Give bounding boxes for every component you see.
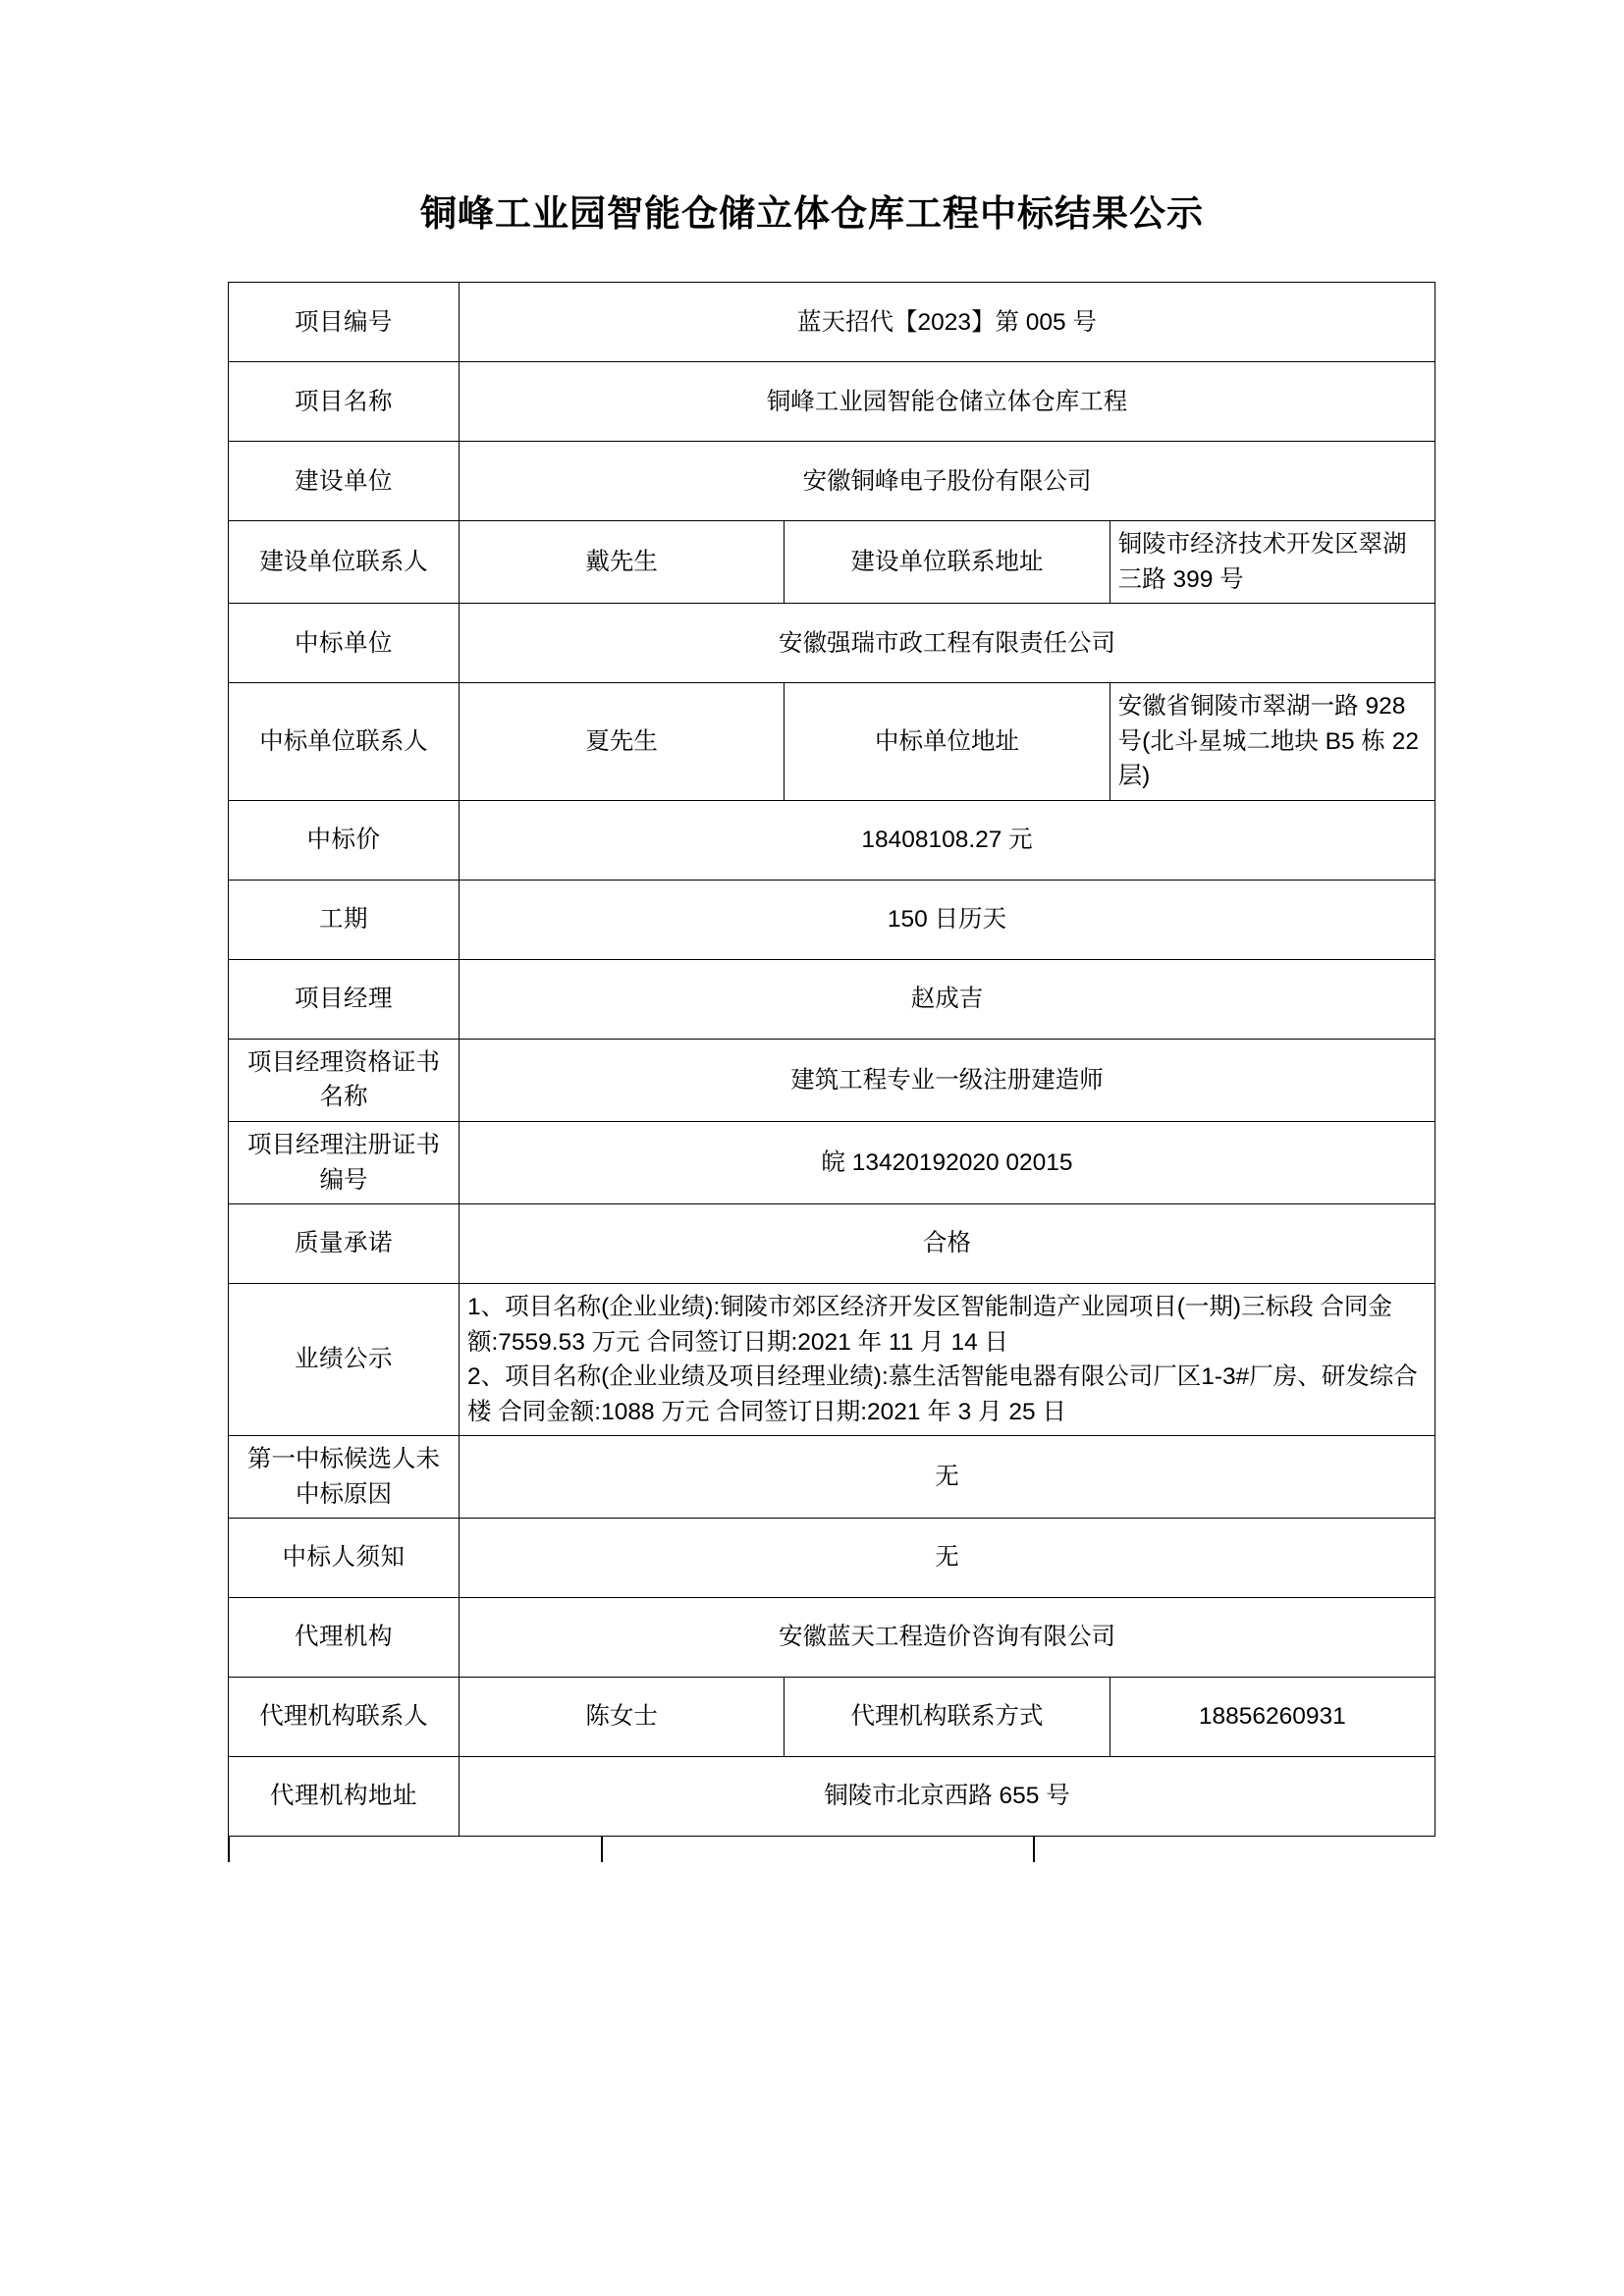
table-border-tick-mid (601, 1837, 603, 1862)
performance-line-1: 1、项目名称(企业业绩):铜陵市郊区经济开发区智能制造产业园项目(一期)三标段 合同金额:7559.53 万元 合同签订日期:2021 年 11 月 14 日 (467, 1294, 1392, 1356)
row-label-construction-contact: 建设单位联系人 (229, 521, 460, 604)
table-row (229, 683, 1435, 801)
table-bottom-continuation (228, 1837, 1435, 1864)
row-value-agency-phone: 18856260931 (1110, 1678, 1435, 1757)
row-value-first-candidate-reason: 无 (460, 1436, 1435, 1519)
table-row (229, 1204, 1435, 1284)
row-label-agency-address: 代理机构地址 (229, 1757, 460, 1837)
row-value-manager-cert-number: 皖 13420192020 02015 (460, 1122, 1435, 1204)
table-row (229, 1039, 1435, 1121)
row-value-construction-contact: 戴先生 (460, 521, 785, 604)
row-label-performance: 业绩公示 (229, 1284, 460, 1436)
table-row (229, 604, 1435, 683)
row-label-project-name: 项目名称 (229, 362, 460, 442)
table-row (229, 880, 1435, 959)
row-value-construction-address: 铜陵市经济技术开发区翠湖三路 399 号 (1110, 521, 1435, 604)
row-value-performance (460, 1284, 1435, 1436)
table-row (229, 521, 1435, 604)
table-row (229, 1284, 1435, 1436)
row-label-duration: 工期 (229, 880, 460, 959)
row-value-agency-address: 铜陵市北京西路 655 号 (460, 1757, 1435, 1837)
row-value-winning-address: 安徽省铜陵市翠湖一路 928 号(北斗星城二地块 B5 栋 22 层) (1110, 683, 1435, 801)
announcement-table-container (208, 236, 1419, 1837)
table-row (229, 1122, 1435, 1204)
row-label-agency-contact: 代理机构联系人 (229, 1678, 460, 1757)
table-row (229, 283, 1435, 362)
row-label-agency-phone: 代理机构联系方式 (785, 1678, 1110, 1757)
row-value-agency: 安徽蓝天工程造价咨询有限公司 (460, 1598, 1435, 1678)
row-label-bidder-notice: 中标人须知 (229, 1519, 460, 1598)
row-label-agency: 代理机构 (229, 1598, 460, 1678)
row-value-quality-commitment: 合格 (460, 1204, 1435, 1284)
row-label-construction-address: 建设单位联系地址 (785, 521, 1110, 604)
table-row (229, 1519, 1435, 1598)
row-value-duration: 150 日历天 (460, 880, 1435, 959)
row-value-winning-price: 18408108.27 元 (460, 800, 1435, 880)
row-label-winning-unit: 中标单位 (229, 604, 460, 683)
announcement-table (228, 282, 1435, 1837)
row-label-winning-contact: 中标单位联系人 (229, 683, 460, 801)
row-value-winning-unit: 安徽强瑞市政工程有限责任公司 (460, 604, 1435, 683)
table-border-tick-left (228, 1837, 230, 1862)
table-row (229, 1678, 1435, 1757)
table-row (229, 800, 1435, 880)
row-value-bidder-notice: 无 (460, 1519, 1435, 1598)
row-label-manager-cert-number: 项目经理注册证书编号 (229, 1122, 460, 1204)
row-label-winning-price: 中标价 (229, 800, 460, 880)
table-row (229, 1436, 1435, 1519)
row-value-project-number: 蓝天招代【2023】第 005 号 (460, 283, 1435, 362)
table-row (229, 1757, 1435, 1837)
row-value-manager-cert-name: 建筑工程专业一级注册建造师 (460, 1039, 1435, 1121)
table-row (229, 362, 1435, 442)
page-title: 铜峰工业园智能仓储立体仓库工程中标结果公示 (420, 193, 1204, 234)
row-label-quality-commitment: 质量承诺 (229, 1204, 460, 1284)
row-value-agency-contact: 陈女士 (460, 1678, 785, 1757)
table-row (229, 1598, 1435, 1678)
row-value-construction-unit: 安徽铜峰电子股份有限公司 (460, 442, 1435, 521)
row-value-winning-contact: 夏先生 (460, 683, 785, 801)
row-label-project-manager: 项目经理 (229, 959, 460, 1039)
row-value-project-manager: 赵成吉 (460, 959, 1435, 1039)
row-label-manager-cert-name: 项目经理资格证书名称 (229, 1039, 460, 1121)
row-value-project-name: 铜峰工业园智能仓储立体仓库工程 (460, 362, 1435, 442)
table-border-tick-right (1033, 1837, 1035, 1862)
row-label-winning-address: 中标单位地址 (785, 683, 1110, 801)
row-label-first-candidate-reason: 第一中标候选人未中标原因 (229, 1436, 460, 1519)
table-row (229, 959, 1435, 1039)
row-label-project-number: 项目编号 (229, 283, 460, 362)
table-row (229, 442, 1435, 521)
performance-line-2: 2、项目名称(企业业绩及项目经理业绩):慕生活智能电器有限公司厂区1-3#厂房、研发综合楼 合同金额:1088 万元 合同签订日期:2021 年 3 月 25 日 (467, 1363, 1418, 1425)
row-label-construction-unit: 建设单位 (229, 442, 460, 521)
